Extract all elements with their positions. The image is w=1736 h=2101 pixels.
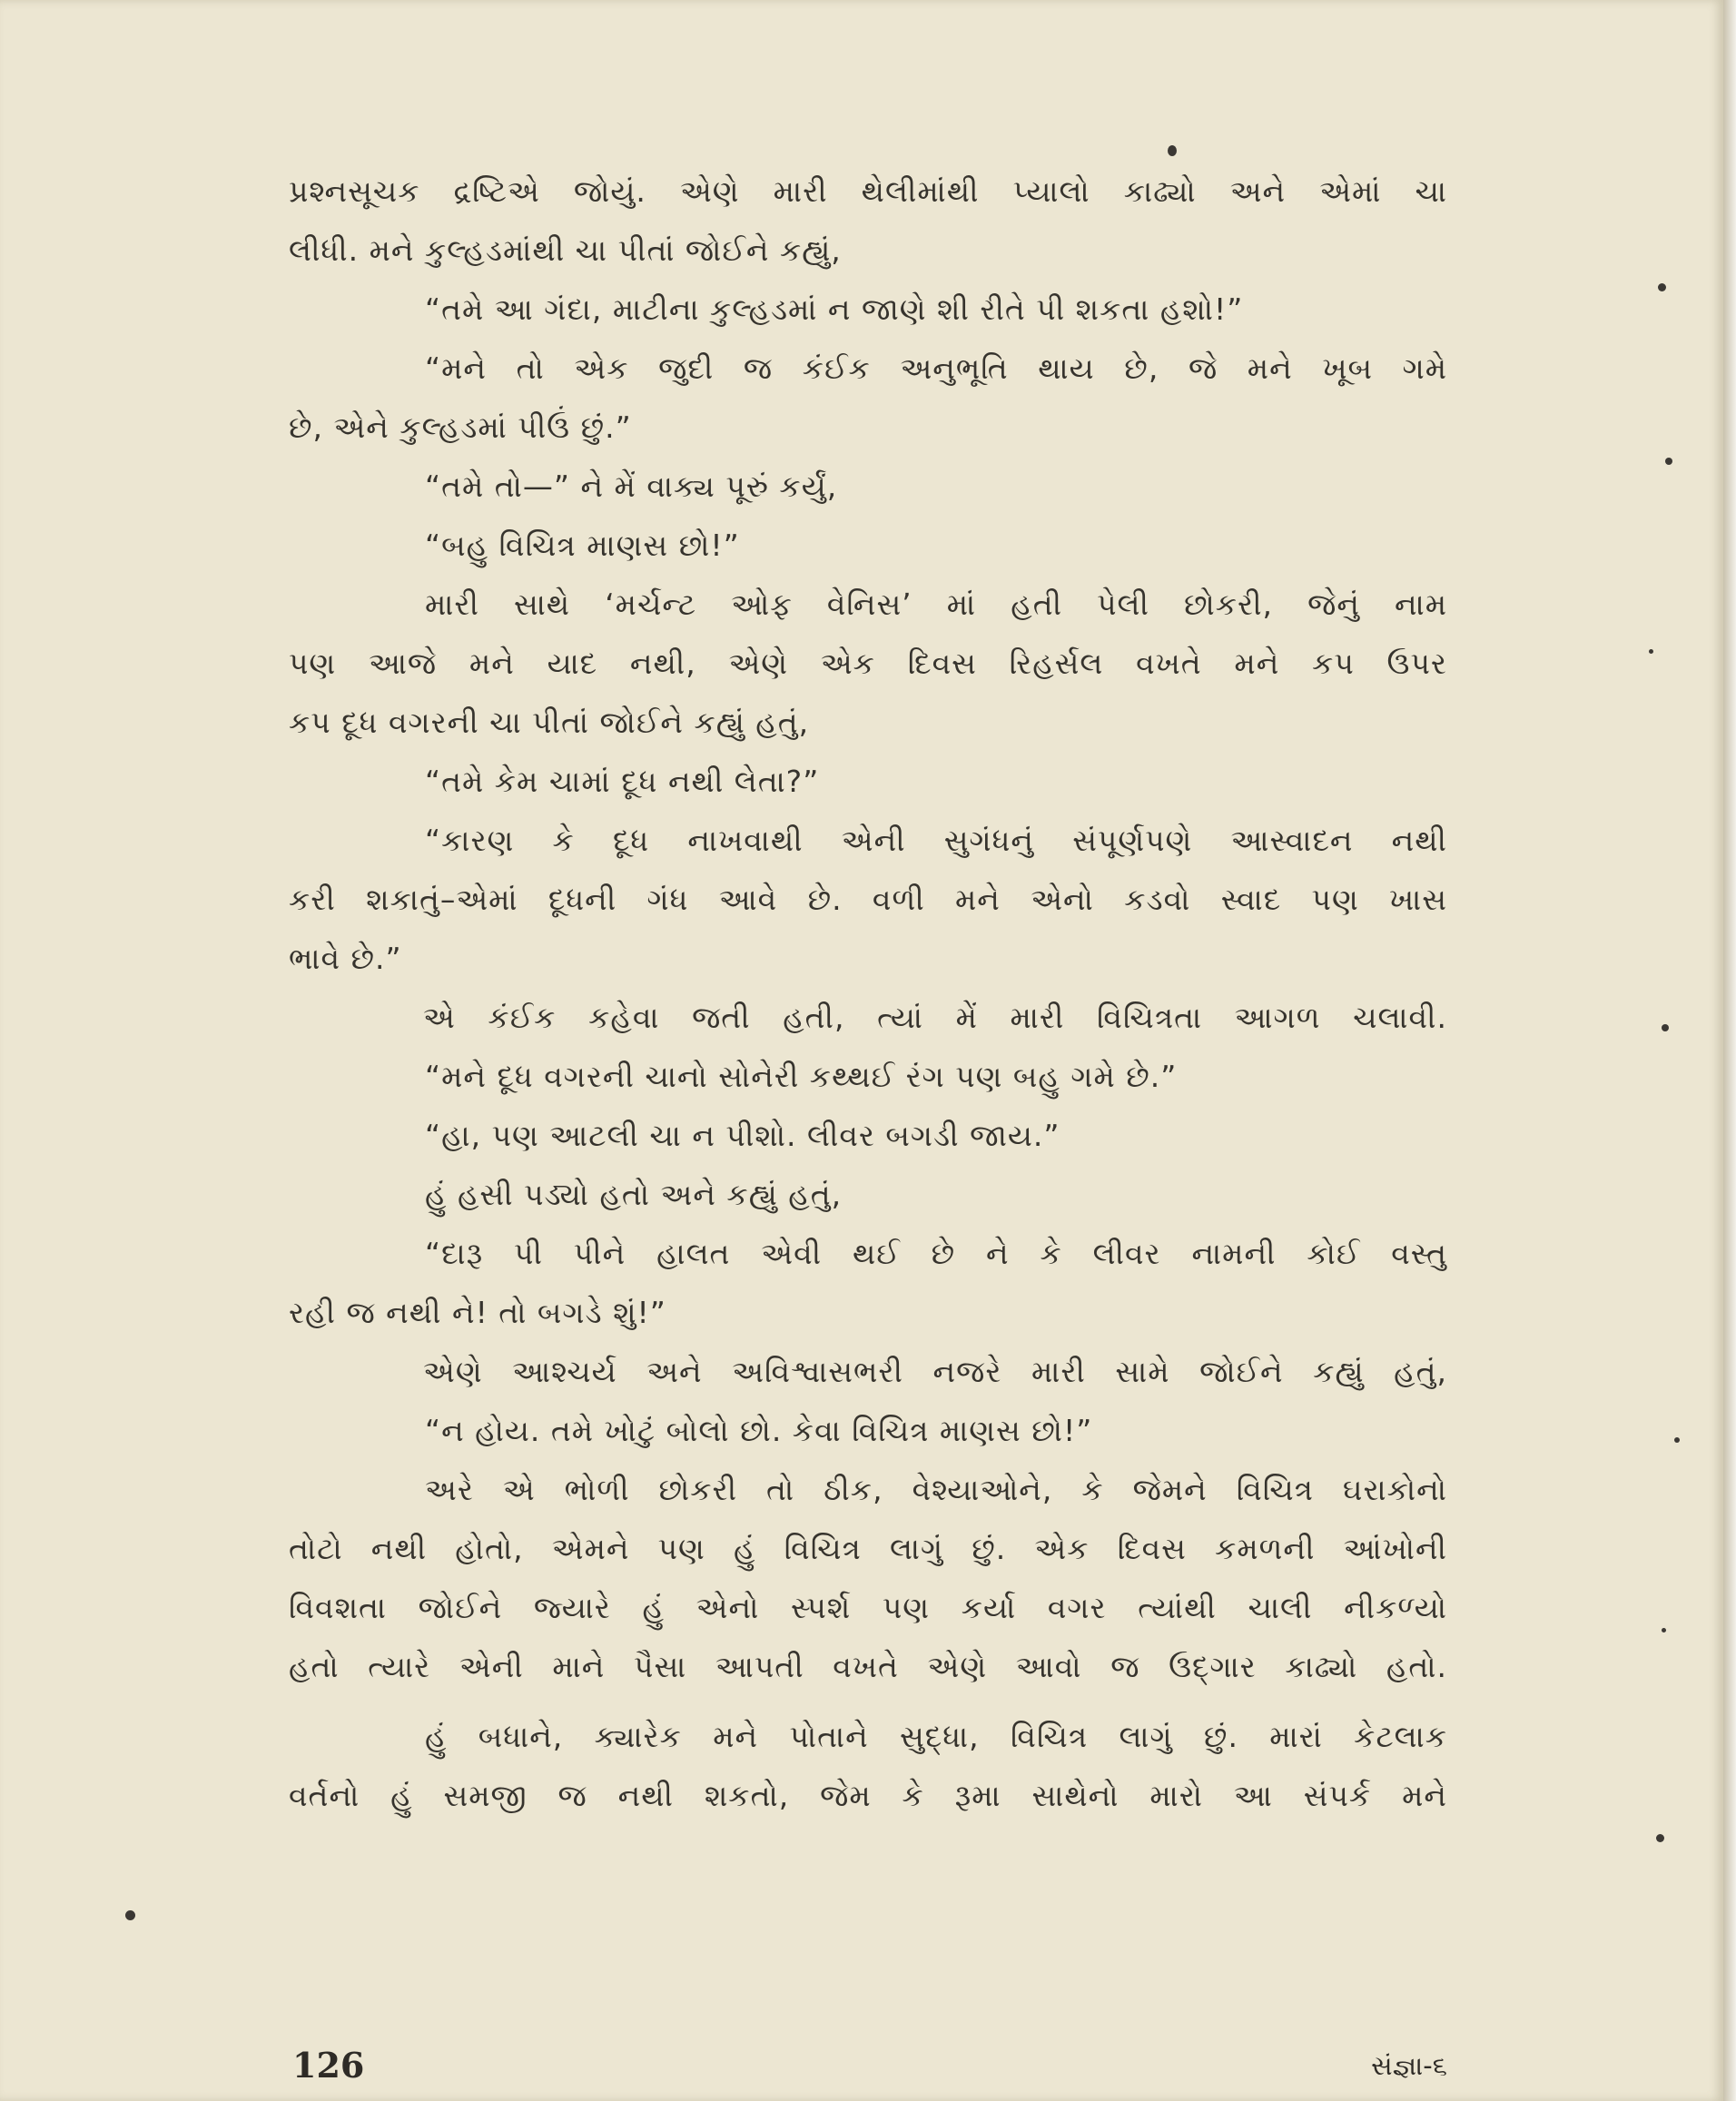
- ink-speck: [1665, 458, 1672, 465]
- text-line: પણ આજે મને યાદ નથી, એણે એક દિવસ રિહર્સલ વખતે મને કપ ઉપર: [289, 646, 1447, 681]
- body-text: [289, 162, 1447, 1825]
- ink-speck: [1168, 145, 1177, 156]
- text-line: “તમે કેમ ચામાં દૂધ નથી લેતા?”: [425, 764, 820, 799]
- text-line: કરી શકાતું–એમાં દૂધની ગંધ આવે છે. વળી મને એનો કડવો સ્વાદ પણ ખાસ: [289, 882, 1447, 917]
- text-line: “તમે આ ગંદા, માટીના કુલ્હડમાં ન જાણે શી રીતે પી શકતા હશો!”: [425, 291, 1244, 327]
- page-edge: [1723, 0, 1736, 2101]
- text-line: “હા, પણ આટલી ચા ન પીશો. લીવર બગડી જાય.”: [425, 1118, 1060, 1153]
- ink-speck: [1662, 1024, 1669, 1031]
- text-line: અરે એ ભોળી છોકરી તો ઠીક, વેશ્યાઓને, કે જેમને વિચિત્ર ઘરાકોનો: [425, 1472, 1447, 1507]
- text-line: લીધી. મને કુલ્હડમાંથી ચા પીતાં જોઈને કહ્યું,: [289, 232, 842, 268]
- ink-speck: [1658, 283, 1666, 291]
- page-number: 126: [292, 2045, 365, 2086]
- text-line: કપ દૂધ વગરની ચા પીતાં જોઈને કહ્યું હતું,: [289, 705, 810, 740]
- text-line: “કારણ કે દૂધ નાખવાથી એની સુગંધનું સંપૂર્ણપણે આસ્વાદન નથી: [425, 823, 1447, 858]
- text-line: “દારૂ પી પીને હાલત એવી થઈ છે ને કે લીવર નામની કોઈ વસ્તુ: [425, 1236, 1447, 1271]
- text-line: ભાવે છે.”: [289, 941, 402, 976]
- ink-speck: [125, 1910, 135, 1920]
- text-line: હું બધાને, ક્યારેક મને પોતાને સુદ્ધા, વિચિત્ર લાગું છું. મારાં કેટલાક: [425, 1719, 1447, 1754]
- text-line: “બહુ વિચિત્ર માણસ છો!”: [425, 528, 740, 563]
- text-line: હું હસી પડ્યો હતો અને કહ્યું હતું,: [425, 1177, 843, 1212]
- text-line: છે, એને કુલ્હડમાં પીઉં છું.”: [289, 409, 632, 445]
- text-line: “મને દૂધ વગરની ચાનો સોનેરી કથ્થઈ રંગ પણ બહુ ગમે છે.”: [425, 1059, 1178, 1094]
- ink-speck: [1656, 1834, 1664, 1842]
- text-line: મારી સાથે ‘મર્ચન્ટ ઓફ વેનિસ’ માં હતી પેલી છોકરી, જેનું નામ: [425, 587, 1447, 622]
- text-line: વર્તનો હું સમજી જ નથી શકતો, જેમ કે રૂમા સાથેનો મારો આ સંપર્ક મને: [289, 1778, 1447, 1813]
- ink-speck: [1674, 1437, 1680, 1443]
- text-line: હતો ત્યારે એની માને પૈસા આપતી વખતે એણે આવો જ ઉદ્ગાર કાઢ્યો હતો.: [289, 1649, 1447, 1684]
- text-line: પ્રશ્નસૂચક દ્રષ્ટિએ જોયું. એણે મારી થેલીમાંથી પ્યાલો કાઢ્યો અને એમાં ચા: [289, 173, 1447, 209]
- ink-speck: [1662, 1628, 1666, 1632]
- paragraph-gap: [289, 1696, 1447, 1707]
- text-line: “ન હોય. તમે ખોટું બોલો છો. કેવા વિચિત્ર માણસ છો!”: [425, 1413, 1093, 1448]
- text-line: “તમે તો—” ને મેં વાક્ય પૂરું કર્યું,: [425, 469, 838, 504]
- text-line: એ કંઈક કહેવા જતી હતી, ત્યાં મેં મારી વિચિત્રતા આગળ ચલાવી.: [423, 1000, 1447, 1035]
- running-title: સંજ્ઞા-૬: [1371, 2050, 1447, 2081]
- text-line: તોટો નથી હોતો, એમને પણ હું વિચિત્ર લાગું છું. એક દિવસ કમળની આંખોની: [289, 1531, 1447, 1566]
- text-line: “મને તો એક જુદી જ કંઈક અનુભૂતિ થાય છે, જે મને ખૂબ ગમે: [425, 350, 1447, 386]
- text-line: વિવશતા જોઈને જ્યારે હું એનો સ્પર્શ પણ કર્યા વગર ત્યાંથી ચાલી નીકળ્યો: [289, 1590, 1447, 1625]
- ink-speck: [1649, 649, 1653, 654]
- text-line: એણે આશ્ચર્ય અને અવિશ્વાસભરી નજરે મારી સામે જોઈને કહ્યું હતું,: [423, 1354, 1447, 1389]
- text-line: રહી જ નથી ને! તો બગડે શું!”: [289, 1295, 666, 1330]
